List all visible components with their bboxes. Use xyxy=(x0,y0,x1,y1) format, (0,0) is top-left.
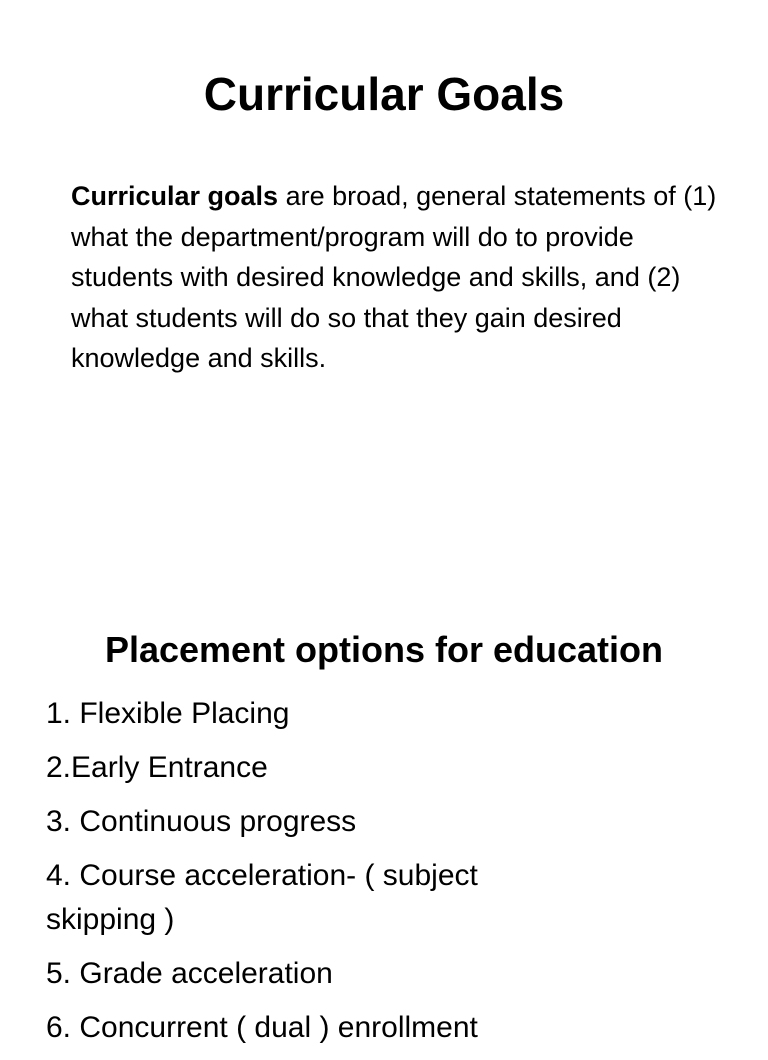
list-item: 2.Early Entrance xyxy=(46,751,268,784)
list-item: 3. Continuous progress xyxy=(46,805,357,838)
list-item: 4. Course acceleration- ( subject skipping ) xyxy=(46,859,478,936)
definition-paragraph xyxy=(71,176,731,379)
list-item: 5. Grade acceleration xyxy=(46,957,333,990)
definition-term: Curricular goals xyxy=(71,181,279,211)
slide-title: Placement options for education xyxy=(104,629,664,670)
placement-options-list xyxy=(46,692,746,1060)
list-item: 1. Flexible Placing xyxy=(46,697,290,730)
definition-text: are broad, general statements of (1) what the department/program will do to provide students with desired knowledge and skills, and (2) what students will do so that they gain desired knowledge and skills. xyxy=(71,181,717,373)
placement-options-slide xyxy=(0,590,768,1044)
list-item: 6. Concurrent ( dual ) enrollment xyxy=(46,1011,478,1044)
slide-title: Curricular Goals xyxy=(203,68,565,120)
